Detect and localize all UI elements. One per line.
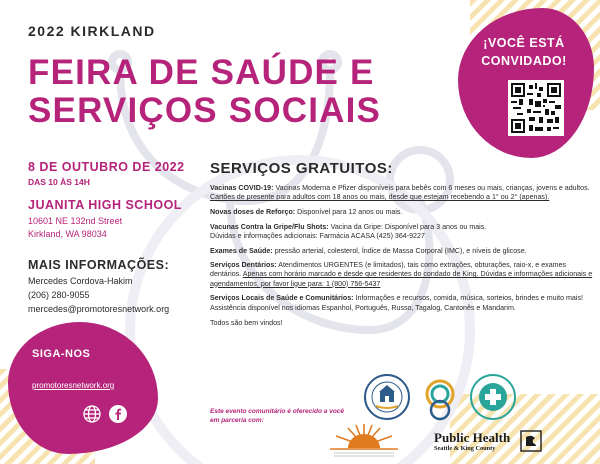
service-exams-label: Exames de Saúde: — [210, 246, 273, 255]
king-county-crown-icon — [520, 430, 542, 452]
facebook-icon[interactable] — [108, 404, 128, 424]
service-community-text: Informações e recursos, comida, música, sorteios, brindes e muito mais! Assistência disponível nos idiomas Espanhol, Português, Russo, Tagalog, Cantonês e Mandarim. — [210, 294, 583, 312]
contact-phone[interactable]: (206) 280-9055 — [28, 290, 90, 300]
contact-name: Mercedes Cordova-Hakim — [28, 276, 133, 286]
service-covid-text: Vacinas Moderna e Pfizer disponíveis para bebês com 6 meses ou mais, crianças, jovens e adultos. — [275, 184, 590, 192]
event-date: 8 DE OUTUBRO DE 2022 — [28, 160, 185, 174]
contact-email[interactable]: mercedes@promotoresnetwork.org — [28, 304, 170, 314]
city-of-kirkland-logo — [362, 372, 412, 422]
invite-text — [462, 34, 586, 70]
event-year: 2022 KIRKLAND — [28, 23, 156, 39]
social-icons — [82, 404, 128, 424]
service-community-label: Serviços Locais de Saúde e Comunitários: — [210, 294, 354, 303]
service-exams — [210, 247, 594, 256]
contact-details — [28, 274, 169, 316]
services-list — [210, 184, 594, 328]
qr-code-icon — [511, 83, 561, 133]
service-booster-text: Disponível para 12 anos ou mais. — [297, 207, 403, 216]
service-flu-info: Dúvidas e informações adicionais: Farmácia ACASA (425) 364-9227 — [210, 231, 425, 240]
globe-icon[interactable] — [82, 404, 102, 424]
service-booster-label: Novas doses de Reforço: — [210, 207, 296, 216]
event-venue: JUANITA HIGH SCHOOL — [28, 198, 182, 212]
service-covid-note: Cartões de presente para adultos com 18 anos ou mais, desde que estejam recebendo a 1° ou 2° (apenas). — [210, 193, 550, 202]
event-address — [28, 215, 122, 241]
service-dental-note: Apenas com horário marcado e desde que residentes do condado de King. Dúvidas e informações adicionais e agendamentos, por favor ligue para: 1 (800) 756-5437 — [210, 270, 593, 288]
service-covid-label: Vacinas COVID-19: — [210, 184, 274, 192]
service-flu — [210, 223, 594, 241]
public-health-logo — [434, 431, 510, 453]
address-line-2: Kirkland, WA 98034 — [28, 229, 107, 239]
service-exams-text: pressão arterial, colesterol, Índice de Massa Corporal (IMC), e níveis de glicose. — [274, 246, 527, 255]
service-flu-text: Vacina da Gripe: Disponível para 3 anos ou mais. — [330, 222, 487, 231]
service-covid — [210, 184, 594, 202]
service-booster — [210, 208, 594, 217]
page-title — [28, 54, 381, 130]
closing-text: Todos são bem vindos! — [210, 318, 283, 327]
king-county-logo — [420, 374, 460, 424]
event-time: DAS 10 ÀS 14H — [28, 177, 90, 187]
partner-text: Este evento comunitário é oferecido a você em parceria com: — [210, 408, 345, 424]
public-health-line-2: Seattle & King County — [434, 445, 496, 452]
service-dental-text: Atendimentos URGENTES (e limitados), tais como extrações, obturações, raio-x, e exames dentários. — [210, 261, 567, 279]
invite-line-2: CONVIDADO! — [481, 54, 567, 68]
invite-line-1: ¡VOCÊ ESTÁ — [483, 36, 565, 50]
public-health-line-1: Public Health — [434, 430, 511, 445]
promotores-network-logo — [318, 420, 410, 460]
service-community — [210, 294, 594, 312]
qr-code[interactable] — [508, 80, 564, 136]
service-flu-label: Vacunas Contra la Gripe/Flu Shots: — [210, 222, 329, 231]
contact-heading: MAIS INFORMAÇÕES: — [28, 258, 170, 272]
address-line-1: 10601 NE 132nd Street — [28, 216, 123, 226]
services-heading: SERVIÇOS GRATUITOS: — [210, 160, 393, 177]
service-dental — [210, 261, 594, 289]
social-website-link[interactable]: promotoresnetwork.org — [32, 381, 115, 390]
social-heading: SIGA-NOS — [32, 348, 91, 360]
acasa-pharmacy-logo — [468, 372, 518, 422]
title-line-1: FEIRA DE SAÚDE E — [28, 53, 375, 92]
service-dental-label: Serviços Dentários: — [210, 261, 277, 270]
title-line-2: SERVIÇOS SOCIAIS — [28, 91, 382, 130]
